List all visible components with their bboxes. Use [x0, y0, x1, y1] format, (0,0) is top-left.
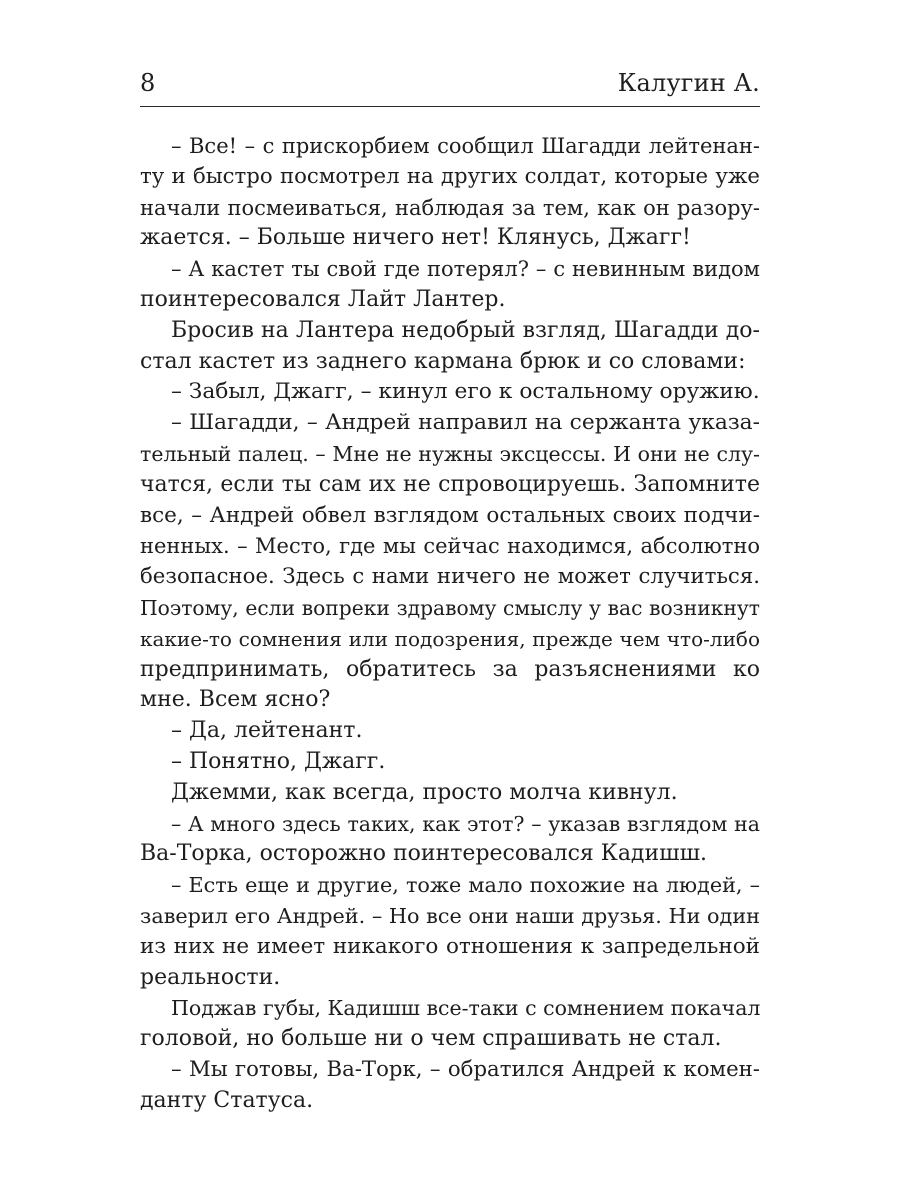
- text-line: данту Статуса.: [140, 1087, 314, 1113]
- text-line: все, – Андрей обвел взглядом остальных своих подчи-: [140, 502, 760, 528]
- text-line: мне. Всем ясно?: [140, 687, 331, 713]
- text-line: поинтересовался Лайт Лантер.: [140, 286, 506, 312]
- text-line: – Все! – с прискорбием сообщил Шагадди лейтенан-: [171, 134, 760, 158]
- text-line: ненных. – Место, где мы сейчас находимся, абсолютно: [140, 534, 760, 559]
- text-line: заверил его Андрей. – Но все они наши друзья. Ни один: [140, 903, 760, 928]
- text-line: Джемми, как всегда, просто молча кивнул.: [171, 779, 678, 805]
- text-line: чатся, если ты сам их не спровоцируешь. Запомните: [140, 471, 760, 497]
- text-line: реальности.: [140, 964, 281, 990]
- text-line: Ва-Торка, осторожно поинтересовался Кадишш.: [140, 841, 708, 867]
- running-head: [140, 68, 760, 102]
- text-line: – Шагадди, – Андрей направил на сержанта указа-: [171, 410, 760, 436]
- text-line: тельный палец. – Мне не нужны эксцессы. И они не слу-: [140, 441, 760, 466]
- text-line: стал кастет из заднего кармана брюк и со словами:: [140, 348, 746, 374]
- text-line: из них не имеет никакого отношения к запредельной: [140, 933, 760, 959]
- text-line: – Забыл, Джагг, – кинул его к остальному оружию.: [171, 379, 760, 405]
- text-line: ту и быстро посмотрел на других солдат, которые уже: [140, 163, 760, 189]
- text-line: какие-то сомнения или подозрения, прежде чем что-либо: [140, 626, 760, 651]
- text-line: – А много здесь таких, как этот? – указав взглядом на: [171, 811, 760, 836]
- text-line: Поджав губы, Кадишш все-таки с сомнением покачал: [171, 996, 760, 1021]
- text-line: начали посмеиваться, наблюдая за тем, как он разору-: [140, 195, 760, 220]
- text-line: предпринимать, обратитесь за разъяснениями ко: [140, 656, 760, 682]
- header-rule: [140, 106, 760, 107]
- body-text: [140, 131, 760, 1117]
- running-head-author: Калугин А.: [617, 69, 760, 97]
- text-line: безопасное. Здесь с нами ничего не может случиться.: [140, 564, 760, 590]
- text-line: Бросив на Лантера недобрый взгляд, Шагадди до-: [171, 317, 760, 343]
- text-line: – Да, лейтенант.: [171, 718, 363, 744]
- text-line: – Понятно, Джагг.: [171, 748, 386, 774]
- text-line: Поэтому, если вопреки здравому смыслу у вас возникнут: [140, 595, 760, 620]
- text-line: – Есть еще и другие, тоже мало похожие на людей, –: [171, 873, 760, 898]
- page-number: 8: [140, 69, 156, 97]
- text-line: – А кастет ты свой где потерял? – с невинным видом: [171, 257, 760, 282]
- text-line: головой, но больше ни о чем спрашивать не стал.: [140, 1026, 722, 1052]
- text-line: – Мы готовы, Ва-Торк, – обратился Андрей к комен-: [171, 1056, 760, 1082]
- text-line: жается. – Больше ничего нет! Клянусь, Джагг!: [140, 225, 691, 251]
